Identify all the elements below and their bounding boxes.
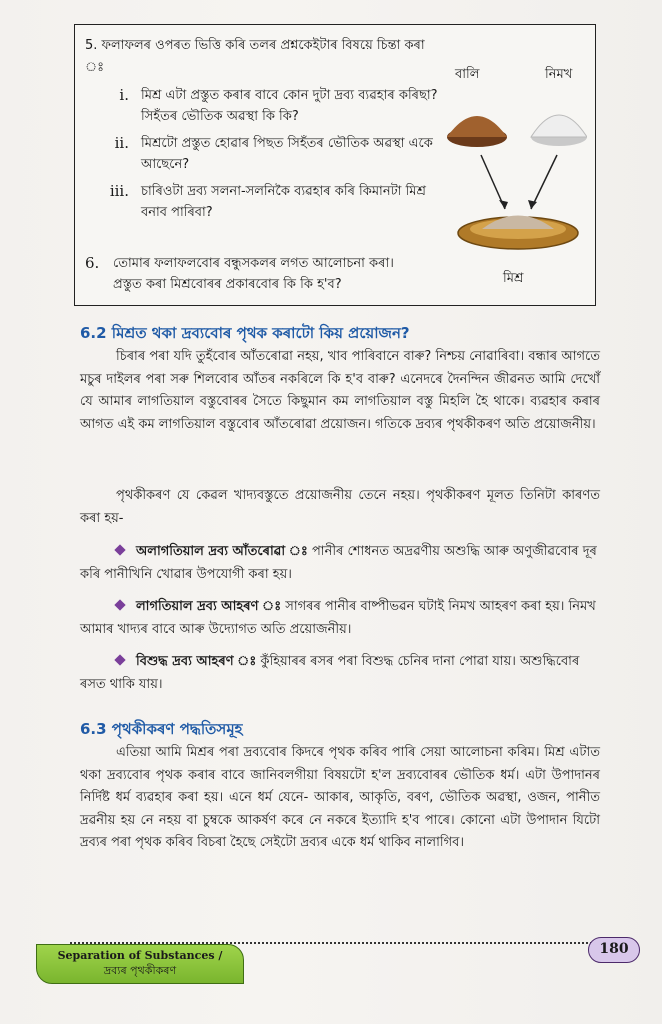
mixture-heap-icon (482, 216, 554, 230)
diamond-bullet-icon (114, 654, 125, 665)
activity-item-six (85, 253, 425, 295)
bullet-text: কুঁহিয়াৰৰ ৰসৰ পৰা বিশুদ্ধ চেনিৰ দানা পোৱা যায়। অশুদ্ধিবোৰ ৰসত থাকি যায়। (80, 654, 580, 692)
chapter-tag (36, 944, 244, 984)
diamond-bullet-icon (114, 599, 125, 610)
salt-heap-icon (531, 115, 587, 137)
section-6-3-paragraph: এতিয়া আমি মিশ্ৰৰ পৰা দ্ৰব্যবোৰ কিদৰে পৃথক কৰিব পাৰি সেয়া আলোচনা কৰিম। মিশ্ৰ এটাত থকা দ্ৰব্যবোৰ পৃথক কৰাৰ বাবে জানিবলগীয়া বিষয়টো হ'ল দ্ৰব্যবোৰৰ ভৌতিক ধৰ্ম। এটা উপাদানৰ নিৰ্দিষ্ট ধৰ্ম ব্যৱহাৰ কৰা হয়। এনে ধৰ্ম যেনে- আকাৰ, আকৃতি, বৰণ, ভৌতিক অৱস্থা, ওজন, পানীত দ্ৰৱনীয় হয় নে নহয় বা চুম্বকে আকৰ্ষণ কৰে নে নকৰে ইত্যাদি হ'ব পাৰে। কোনো এটা উপাদান যিটো দ্ৰব্যৰ পৰা পৃথক কৰিব বিচৰা হৈছে সেইটো দ্ৰব্যৰ একে ধৰ্ম থাকিব নালাগিব। (80, 745, 600, 850)
bullet-text: পানীৰ শোধনত অদ্ৰৱণীয় অশুদ্ধি আৰু অণুজীৱবোৰ দূৰ কৰি পানীখিনি খোৱাৰ উপযোগী কৰা হয়। (80, 544, 597, 582)
sand-heap-icon (447, 116, 507, 137)
salt-label: নিমখ (545, 67, 573, 82)
question-item (89, 85, 439, 127)
question-item (89, 181, 439, 223)
bullet-title: লাগতিয়াল দ্ৰব্য আহৰণ ঃ (136, 599, 282, 614)
section-heading-6-2: 6.2 মিশ্ৰত থকা দ্ৰব্যবোৰ পৃথক কৰাটো কিয় প্ৰয়োজন? (80, 324, 410, 342)
section-6-2-paragraph-1: চিৰাৰ পৰা যদি তুহঁবোৰ আঁতৰোৱা নহয়, খাব পাৰিবানে বাৰু? নিশ্চয় নোৱাৰিবা। বন্ধাৰ আগতে মচুৰ দাইলৰ পৰা সৰু শিলবোৰ আঁতৰ নকৰিলে কি হ'ব বাৰু? এনেদৰে দৈনন্দিন জীৱনত আমি দেখোঁ যে আমাৰ লাগতিয়াল বস্তুবোৰৰ সৈতে কিছুমান কম লাগতিয়াল বস্তু মিহলি হৈ থাকে। ব্যৱহাৰ কৰাৰ আগত এই কম লাগতিয়াল বস্তুবোৰ আঁতৰোৱা প্ৰয়োজন। গতিকে দ্ৰব্যৰ পৃথকীকৰণ অতি প্ৰয়োজনীয়। (80, 349, 600, 432)
mixture-diagram (447, 87, 587, 277)
bullet-text: সাগৰৰ পানীৰ বাষ্পীভৱন ঘটাই নিমখ আহৰণ কৰা হয়। নিমখ আমাৰ খাদ্যৰ বাবে আৰু উদ্যোগত অতি প্ৰয়োজনীয়। (80, 599, 596, 637)
reason-bullet (80, 651, 600, 696)
arrow-head-right-icon (528, 200, 537, 209)
sand-salt-mixture-illustration (447, 65, 587, 285)
item-number: 6. (85, 254, 100, 272)
diamond-bullet-icon (114, 544, 125, 555)
question-list (89, 85, 439, 229)
arrow-line-right-icon (531, 155, 557, 209)
question-text: চাৰিওটা দ্ৰব্য সলনা-সলনিকৈ ব্যৱহাৰ কৰি কিমানটা মিশ্ৰ বনাব পাৰিবা? (141, 184, 426, 220)
chapter-title-english: Separation of Substances / (57, 949, 223, 962)
question-number: iii. (109, 182, 129, 200)
section-6-2-paragraph-2: পৃথকীকৰণ যে কেৱল খাদ্যবস্তুতে প্ৰয়োজনীয় তেনে নহয়। পৃথকীকৰণ মূলত তিনিটা কাৰণত কৰা হয়- (80, 488, 600, 526)
reason-bullet (80, 596, 600, 641)
activity-box (74, 24, 596, 306)
mixture-label: মিশ্ৰ (503, 271, 524, 286)
page-number: 180 (588, 937, 640, 963)
sand-label: বালি (455, 67, 480, 82)
activity-intro: 5. ফলাফলৰ ওপৰত ভিত্তি কৰি তলৰ প্ৰশ্নকেইটাৰ বিষয়ে চিন্তা কৰা ঃ (85, 38, 425, 75)
bullet-title: অলাগতিয়াল দ্ৰব্য আঁতৰোৱা ঃ (136, 544, 308, 559)
arrow-head-left-icon (499, 200, 508, 209)
reason-bullet (80, 541, 600, 586)
question-number: ii. (114, 134, 129, 152)
question-item (89, 133, 439, 175)
question-number: i. (119, 86, 129, 104)
question-text: মিশ্ৰ এটা প্ৰস্তুত কৰাৰ বাবে কোন দুটা দ্ৰব্য ব্যৱহাৰ কৰিছা? সিহঁতৰ ভৌতিক অৱস্থা কি কি? (141, 88, 438, 124)
chapter-title-assamese: দ্ৰব্যৰ পৃথকীকৰণ (103, 964, 177, 977)
section-heading-6-3: 6.3 পৃথকীকৰণ পদ্ধতিসমূহ (80, 720, 243, 738)
bullet-title: বিশুদ্ধ দ্ৰব্য আহৰণ ঃ (136, 654, 257, 669)
item-text: তোমাৰ ফলাফলবোৰ বন্ধুসকলৰ লগত আলোচনা কৰা। প্ৰস্তুত কৰা মিশ্ৰবোৰৰ প্ৰকাৰবোৰ কি কি হ'ব? (113, 256, 394, 292)
question-text: মিশ্ৰটো প্ৰস্তুত হোৱাৰ পিছত সিহঁতৰ ভৌতিক অৱস্থা একে আছেনে? (141, 136, 433, 172)
